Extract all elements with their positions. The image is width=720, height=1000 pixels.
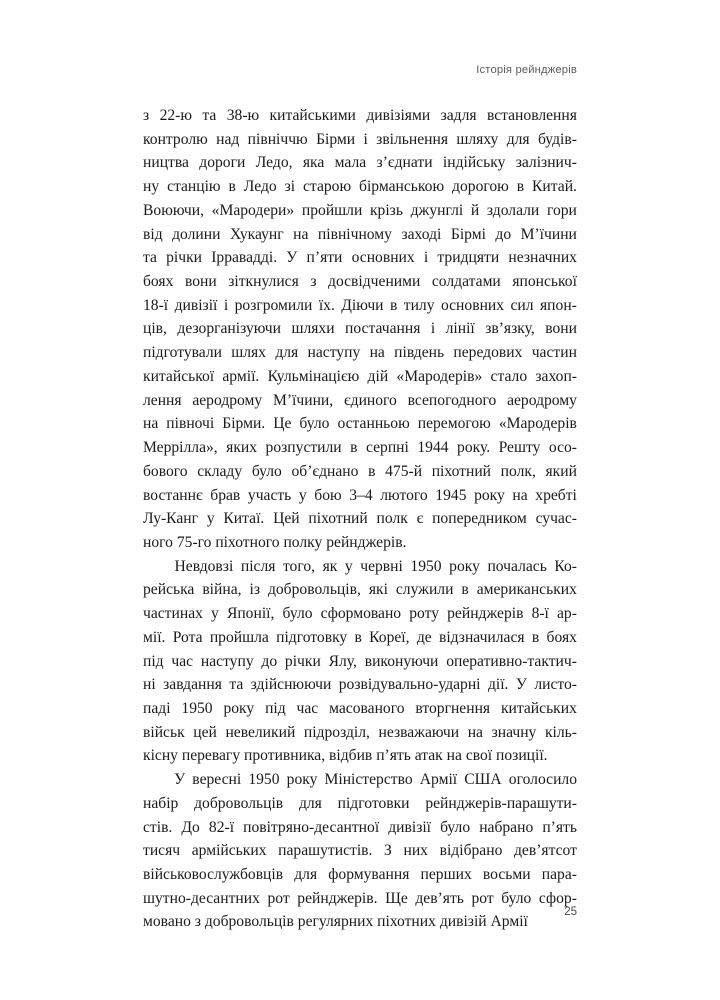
text-line: китайської армії. Кульмінацією дій «Мародерів» стало захоп-	[143, 367, 577, 385]
text-line: ні завдання та здійснюючи розвідувально-ударні дії. У листо-	[143, 676, 577, 694]
text-line: на півночі Бірми. Це було останньою перемогою «Мародерів	[143, 415, 577, 433]
text-line: шутно-десантних рот рейнджерів. Ще дев’ять рот було сфор-	[143, 889, 577, 907]
text-line: рейська війна, із добровольців, які служили в американських	[143, 581, 577, 599]
text-line: від долини Хукаунг на північному заході Бірмі до М’їчини	[143, 225, 577, 243]
text-line: стів. До 82-ї повітряно-десантної дивізії було набрано п’ять	[143, 818, 577, 836]
text-line: військ цей невеликий підрозділ, незважаючи на значну кіль-	[143, 723, 577, 741]
text-line: частинах у Японії, було сформовано роту рейнджерів 8-ї ар-	[143, 605, 577, 623]
paragraph	[143, 555, 577, 768]
text-line: 18-ї дивізії і розгромили їх. Діючи в тилу основних сил япон-	[143, 296, 577, 314]
text-line: військовослужбовців для формування перших восьми пара-	[143, 866, 577, 883]
text-line: набір добровольців для підготовки рейнджерів-парашути-	[143, 794, 577, 812]
text-line: Меррілла», яких розпустили в серпні 1944 року. Решту осо-	[143, 439, 577, 457]
text-line: контролю над північчю Бірми і звільнення шляху для будів-	[143, 130, 577, 148]
paragraph	[143, 104, 577, 555]
text-line: мовано з добровольців регулярних піхотних дивізій Армії	[143, 913, 528, 931]
text-line: ців, дезорганізуючи шляхи постачання і лінії зв’язку, вони	[143, 320, 577, 338]
text-line: тисяч армійських парашутистів. З них відібрано дев’ятсот	[143, 842, 577, 860]
body-text-block	[143, 104, 577, 934]
text-line: Воюючи, «Мародери» пройшли крізь джунглі й здолали гори	[143, 201, 577, 219]
text-line: мії. Рота пройшла підготовку в Кореї, де відзначилася в боях	[143, 628, 577, 646]
text-line: ного 75-го піхотного полку рейнджерів.	[143, 533, 407, 551]
text-line: бового складу було об’єднано в 475-й піхотний полк, який	[143, 462, 577, 480]
text-line: Невдовзі після того, як у червні 1950 року почалась Ко-	[174, 557, 577, 575]
text-line: під час наступу до річки Ялу, виконуючи оперативно-тактич-	[143, 652, 577, 670]
page-number: 25	[564, 906, 577, 918]
text-line: ництва дороги Ледо, яка мала з’єднати індійську залізнич-	[143, 154, 577, 172]
running-head: Історія рейнджерів	[476, 64, 577, 76]
text-line: лення аеродрому М’їчини, єдиного всепогодного аеродрому	[143, 391, 577, 409]
text-line: У вересні 1950 року Міністерство Армії США оголосило	[174, 771, 577, 789]
text-line: востаннє брав участь у бою 3–4 лютого 1945 року на хребті	[143, 486, 577, 504]
text-line: Лу-Канг у Китаї. Цей піхотний полк є попередником сучас-	[143, 510, 577, 528]
text-line: ну станцію в Ледо зі старою бірманською дорогою в Китай.	[143, 178, 577, 196]
text-line: підготували шлях для наступу на південь передових частин	[143, 344, 577, 362]
text-line: кісну перевагу противника, відбив п’ять атак на свої позиції.	[143, 747, 548, 765]
text-line: боях вони зіткнулися з досвідченими солдатами японської	[143, 273, 577, 291]
text-line: паді 1950 року під час масованого вторгнення китайських	[143, 699, 577, 717]
text-line: з 22-ю та 38-ю китайськими дивізіями задля встановлення	[143, 107, 577, 124]
text-line: та річки Ірравадді. У п’яти основних і тридцяти незначних	[143, 249, 577, 267]
